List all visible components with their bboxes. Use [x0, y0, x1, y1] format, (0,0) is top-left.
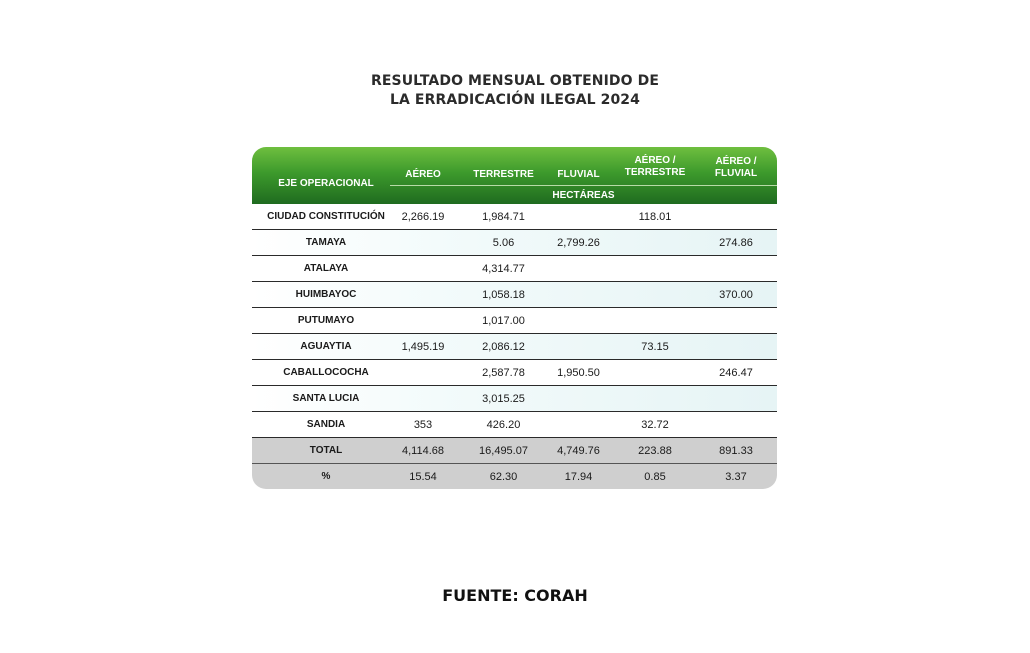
cell-fluvial: [541, 386, 616, 412]
cell-fluvial: 1,950.50: [557, 367, 600, 379]
cell-aereo: [390, 256, 456, 282]
header-aereo-terrestre-line1: AÉREO /: [634, 155, 676, 166]
cell-aereo-terrestre: 223.88: [638, 445, 672, 457]
cell-fluvial: [541, 204, 616, 230]
cell-aereo: 353: [413, 419, 433, 431]
cell-aereo-terrestre: 73.15: [641, 341, 669, 353]
cell-aereo-terrestre: [618, 282, 692, 308]
cell-terrestre: 1,017.00: [482, 315, 525, 327]
table-row: [252, 308, 777, 334]
cell-fluvial: 17.94: [564, 471, 593, 483]
table-row: [252, 360, 777, 386]
cell-aereo: [390, 386, 456, 412]
row-label: CIUDAD CONSTITUCIÓN: [267, 211, 385, 222]
cell-fluvial: [541, 282, 616, 308]
row-label: PUTUMAYO: [297, 315, 355, 326]
cell-fluvial: [541, 412, 616, 438]
cell-aereo-terrestre: [618, 230, 692, 256]
cell-aereo-fluvial: [698, 204, 774, 230]
percent-row: [252, 464, 777, 489]
header-aereo-terrestre-line2: TERRESTRE: [624, 167, 686, 178]
header-aereo-fluvial-line1: AÉREO /: [715, 156, 757, 167]
cell-aereo-fluvial: 891.33: [719, 445, 753, 457]
source-note: FUENTE: CORAH: [442, 586, 588, 605]
table-row: [252, 282, 777, 308]
row-label: %: [321, 471, 331, 482]
cell-aereo-terrestre: 118.01: [638, 211, 672, 223]
cell-aereo: 15.54: [409, 471, 437, 483]
row-label: HUIMBAYOC: [295, 289, 357, 300]
row-label: ATALAYA: [303, 263, 349, 274]
cell-fluvial: [541, 256, 616, 282]
cell-terrestre: 16,495.07: [479, 445, 528, 457]
cell-aereo: [390, 360, 456, 386]
header-terrestre: TERRESTRE: [473, 169, 534, 180]
cell-aereo-fluvial: 246.47: [719, 367, 753, 379]
cell-aereo-terrestre: 32.72: [641, 419, 669, 431]
table-row: [252, 256, 777, 282]
header-aereo-fluvial-line2: FLUVIAL: [714, 168, 758, 179]
cell-aereo-fluvial: 3.37: [725, 471, 747, 483]
cell-terrestre: 2,587.78: [482, 367, 525, 379]
cell-aereo: 2,266.19: [401, 211, 445, 223]
cell-terrestre: 5.06: [492, 237, 515, 249]
row-label: AGUAYTIA: [300, 341, 352, 352]
cell-terrestre: 62.30: [489, 471, 518, 483]
cell-aereo: [390, 282, 456, 308]
row-label: SANDIA: [306, 419, 346, 430]
table-row: [252, 204, 777, 230]
eradication-table: [252, 147, 777, 489]
header-unit-hectareas: HECTÁREAS: [552, 190, 615, 201]
cell-aereo-fluvial: [698, 412, 774, 438]
row-label: SANTA LUCIA: [292, 393, 360, 404]
total-row: [252, 438, 777, 464]
cell-aereo-fluvial: [698, 386, 774, 412]
cell-terrestre: 2,086.12: [482, 341, 525, 353]
table-row: [252, 412, 777, 438]
header-fluvial: FLUVIAL: [557, 169, 600, 180]
cell-fluvial: [541, 334, 616, 360]
cell-fluvial: [541, 308, 616, 334]
cell-aereo: 4,114.68: [401, 445, 444, 457]
title-line-1: RESULTADO MENSUAL OBTENIDO DE: [370, 73, 660, 89]
table-row: [252, 334, 777, 360]
row-label: CABALLOCOCHA: [283, 367, 369, 378]
cell-aereo-terrestre: [618, 360, 692, 386]
cell-terrestre: 1,984.71: [482, 211, 525, 223]
cell-terrestre: 426.20: [486, 419, 521, 431]
cell-aereo-fluvial: [698, 308, 774, 334]
header-aereo-fluvial: [698, 156, 774, 180]
cell-aereo-fluvial: [698, 334, 774, 360]
cell-aereo: [390, 308, 456, 334]
header-aereo: AÉREO: [405, 169, 441, 180]
header-aereo-terrestre: [618, 155, 692, 179]
table-row: [252, 230, 777, 256]
cell-fluvial: 4,749.76: [557, 445, 600, 457]
cell-aereo-terrestre: [618, 256, 692, 282]
cell-aereo-fluvial: [698, 256, 774, 282]
header-divider: [390, 185, 777, 186]
cell-aereo-fluvial: 370.00: [719, 289, 753, 301]
row-label: TAMAYA: [305, 237, 347, 248]
table-header: [252, 147, 777, 204]
cell-fluvial: 2,799.26: [557, 237, 600, 249]
cell-aereo-terrestre: [618, 386, 692, 412]
cell-aereo: [390, 230, 456, 256]
table-row: [252, 386, 777, 412]
page-title: [0, 72, 1030, 110]
header-eje-operacional: EJE OPERACIONAL: [278, 178, 374, 189]
cell-terrestre: 1,058.18: [482, 289, 525, 301]
cell-terrestre: 4,314.77: [482, 263, 525, 275]
cell-terrestre: 3,015.25: [482, 393, 525, 405]
title-line-2: LA ERRADICACIÓN ILEGAL 2024: [390, 92, 640, 108]
row-label: TOTAL: [309, 445, 343, 456]
cell-aereo-terrestre: 0.85: [644, 471, 666, 483]
cell-aereo-fluvial: 274.86: [719, 237, 753, 249]
cell-aereo: 1,495.19: [401, 341, 445, 353]
cell-aereo-terrestre: [618, 308, 692, 334]
